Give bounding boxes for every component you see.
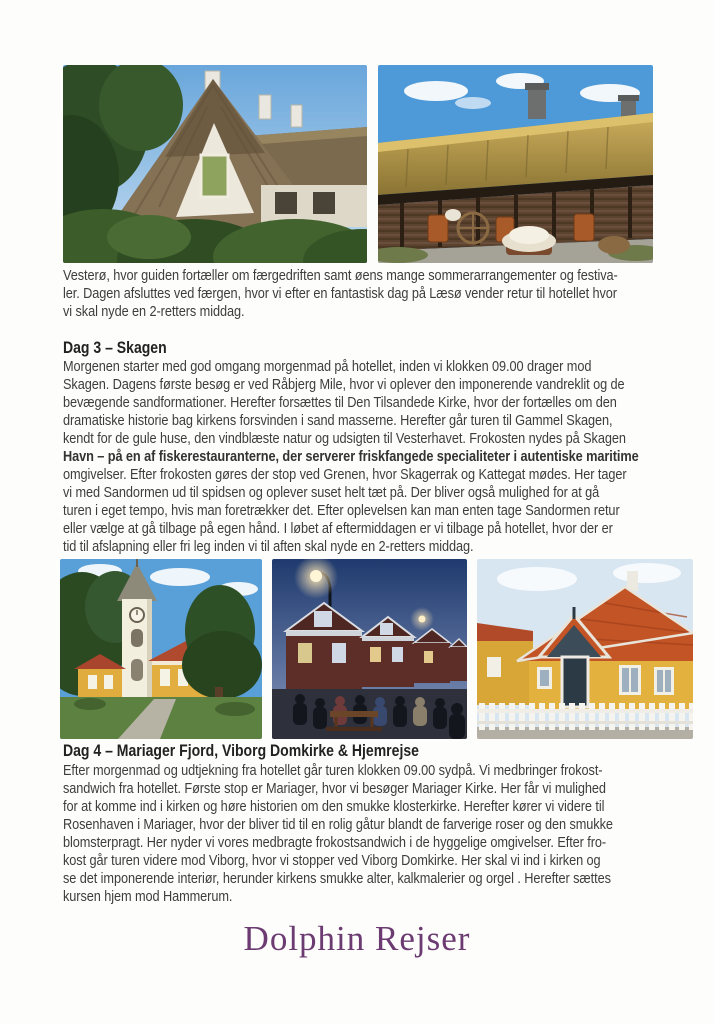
text-line: Morgenen starter med god omgang morgenmad på hotellet, inden vi klokken 09.00 drager mod: [63, 358, 592, 375]
harbour-evening-illustration: [272, 559, 467, 739]
text-line: Vesterø, hvor guiden fortæller om færgedriften samt øens mange sommerarrangementer og festiva-: [63, 267, 618, 284]
laeso-farm-museum-photo: [378, 65, 653, 263]
text-line: vi skal nyde en 2-retters middag.: [63, 303, 245, 320]
intro-paragraph: [63, 267, 663, 321]
day4-paragraph: [63, 762, 663, 906]
thatched-house-illustration: [63, 65, 367, 263]
text-line: Havn – på en af fiskerestauranterne, der serverer friskfangede specialiteter i autentiske maritime: [63, 448, 639, 465]
yellow-house-illustration: [477, 559, 693, 739]
farm-museum-illustration: [378, 65, 653, 263]
brand-logo: Dolphin Rejser: [243, 919, 471, 958]
text-line: tid til afslapning eller fri leg inden vi til aften skal nyde en 2-retters middag.: [63, 538, 474, 555]
text-line: kendt for de gule huse, den vindblæste natur og udsigten til Vesterhavet. Frokosten nydes på Skagen: [63, 430, 626, 447]
text-line: Rosenhaven i Mariager, hvor der bliver tid til en rolig gåtur blandt de farverige roser og den smukke: [63, 816, 613, 833]
skagen-church-illustration: [60, 559, 262, 739]
text-line: bevægende sandformationer. Herefter forsættes til Den Tilsandede Kirke, hvor der fortælles om den: [63, 394, 617, 411]
laeso-thatched-house-photo: [63, 65, 367, 263]
text-line: kursen hjem mod Hammerum.: [63, 888, 233, 905]
skagen-church-photo: [60, 559, 262, 739]
day3-paragraph: [63, 358, 663, 556]
day4-heading: Dag 4 – Mariager Fjord, Viborg Domkirke & Hjemrejse: [63, 742, 419, 760]
skagen-yellow-house-photo: [477, 559, 693, 739]
text-line: turen i eget tempo, hvis man foretrækker det. Efter oplevelsen kan man enten tage Sandormen retur: [63, 502, 620, 519]
text-line: kost går turen videre mod Viborg, hvor vi stopper ved Viborg Domkirke. Her skal vi ind i kirken og: [63, 852, 601, 869]
text-line: dramatiske historie bag kirkens forsvinden i sand masserne. Herefter går turen til Gammel Skagen,: [63, 412, 613, 429]
day3-heading: Dag 3 – Skagen: [63, 339, 167, 357]
skagen-harbour-evening-photo: [272, 559, 467, 739]
text-line: blomsterpragt. Her nyder vi vores medbragte frokostsandwich i de hyggelige omgivelser. Efter fro-: [63, 834, 607, 851]
text-line: ler. Dagen afsluttes ved færgen, hvor vi efter en fantastisk dag på Læsø vender retur til hotellet hvor: [63, 285, 617, 302]
text-line: for at komme ind i kirken og høre historien om den smukke klosterkirke. Herefter kører vi videre til: [63, 798, 605, 815]
text-line: vi med Sandormen ud til spidsen og oplever suset helt tæt på. Der bliver også mulighed for at gå: [63, 484, 600, 501]
text-line: eller vælge at gå tilbage på egen hånd. I løbet af eftermiddagen er vi tilbage på hotellet, hvor der er: [63, 520, 613, 537]
text-line: Skagen. Dagens første besøg er ved Råbjerg Mile, hvor vi oplever den imponerende vandreklit og de: [63, 376, 625, 393]
text-line: se det imponerende interiør, herunder kirkens smukke alter, kalkmalerier og orgel . Herefter sættes: [63, 870, 611, 887]
text-line: Efter morgenmad og udtjekning fra hotellet går turen klokken 09.00 sydpå. Vi medbringer frokost-: [63, 762, 603, 779]
text-line: sandwich fra hotellet. Første stop er Mariager, hvor vi besøger Mariager Kirke. Her får vi mulighed: [63, 780, 606, 797]
text-line: omgivelser. Efter frokosten gøres der stop ved Grenen, hvor Skagerrak og Kattegat mødes. Her tager: [63, 466, 627, 483]
